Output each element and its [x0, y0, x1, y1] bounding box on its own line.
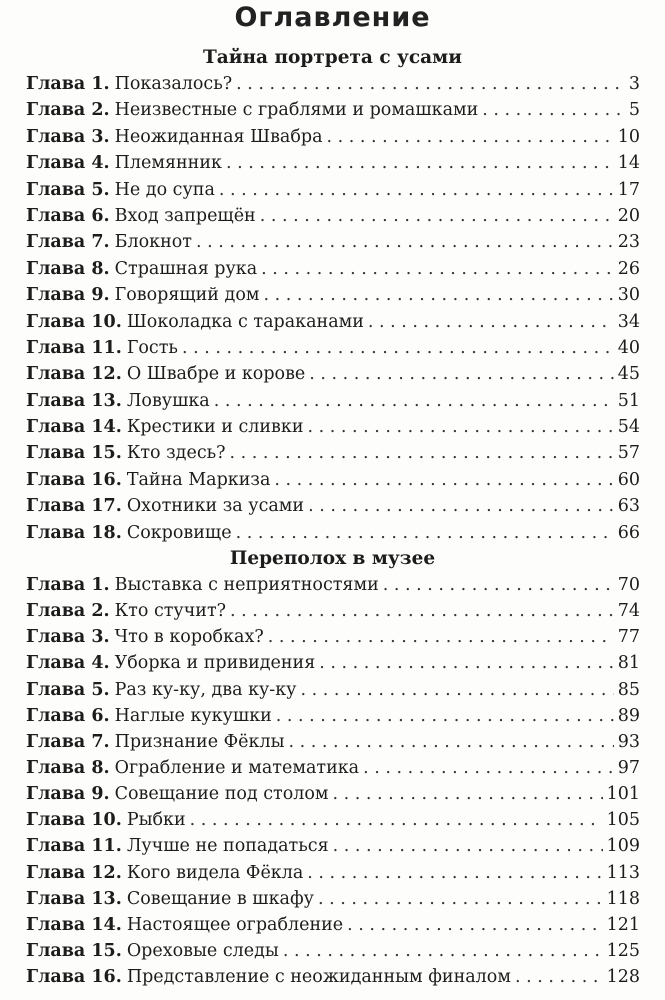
- chapter-label: Глава 2.: [26, 601, 110, 622]
- page-number: 34: [617, 311, 640, 332]
- toc-entry[interactable]: [26, 729, 640, 755]
- dot-leader: [214, 388, 614, 414]
- toc-entry[interactable]: [26, 938, 640, 964]
- chapter-label: Глава 5.: [26, 179, 110, 200]
- chapter-title: Вход запрещён: [114, 205, 256, 226]
- dot-leader: [182, 335, 614, 361]
- dot-leader: [283, 938, 603, 964]
- chapter-title: Говорящий дом: [114, 285, 260, 306]
- chapter-label: Глава 12.: [26, 364, 122, 385]
- page-number: 5: [628, 100, 640, 121]
- toc-section: [0, 546, 665, 990]
- chapter-title: Ограбление и математика: [114, 757, 360, 778]
- chapter-title: Наглые кукушки: [114, 705, 272, 726]
- page-number: 20: [617, 205, 640, 226]
- chapter-title: Кто здесь?: [126, 443, 226, 464]
- chapter-title: Шоколадка с тараканами: [126, 311, 364, 332]
- chapter-label: Глава 17.: [26, 496, 122, 517]
- chapter-label: Глава 15.: [26, 940, 122, 961]
- chapter-title: Не до супа: [114, 179, 215, 200]
- chapter-label: Глава 7.: [26, 731, 110, 752]
- dot-leader: [263, 282, 613, 308]
- dot-leader: [309, 361, 613, 387]
- chapter-label: Глава 11.: [26, 836, 122, 857]
- dot-leader: [482, 97, 625, 123]
- chapter-title: Ловушка: [126, 390, 210, 411]
- chapter-label: Глава 2.: [26, 100, 110, 121]
- page-number: 93: [617, 731, 640, 752]
- toc-entry[interactable]: [26, 177, 640, 203]
- dot-leader: [274, 467, 613, 493]
- chapter-title: Кого видела Фёкла: [126, 862, 304, 883]
- dot-leader: [307, 860, 602, 886]
- dot-leader: [363, 755, 614, 781]
- toc-entry[interactable]: [26, 282, 640, 308]
- toc-section: [0, 45, 665, 546]
- section-heading: Тайна портрета с усами: [203, 47, 462, 68]
- toc-entry[interactable]: [26, 781, 640, 807]
- chapter-title: Страшная рука: [114, 258, 258, 279]
- dot-leader: [219, 177, 614, 203]
- chapter-title: Блокнот: [114, 232, 192, 253]
- page-number: 118: [606, 888, 640, 909]
- page-number: 105: [606, 810, 640, 831]
- page-number: 51: [617, 390, 640, 411]
- dot-leader: [383, 572, 614, 598]
- dot-leader: [318, 886, 603, 912]
- toc-entry[interactable]: [26, 598, 640, 624]
- toc-entry[interactable]: [26, 886, 640, 912]
- dot-leader: [347, 912, 602, 938]
- chapter-title: Сокровище: [126, 522, 232, 543]
- toc-entry[interactable]: [26, 493, 640, 519]
- dot-leader: [226, 150, 614, 176]
- dot-leader: [327, 124, 614, 150]
- toc-entry[interactable]: [26, 755, 640, 781]
- chapter-label: Глава 12.: [26, 862, 122, 883]
- dot-leader: [276, 703, 614, 729]
- chapter-label: Глава 8.: [26, 258, 110, 279]
- page-number: 26: [617, 258, 640, 279]
- chapter-label: Глава 8.: [26, 757, 110, 778]
- dot-leader: [368, 309, 614, 335]
- page-number: 77: [617, 627, 640, 648]
- toc-entry[interactable]: [26, 335, 640, 361]
- chapter-list: [0, 71, 665, 546]
- chapter-label: Глава 4.: [26, 653, 110, 674]
- chapter-label: Глава 7.: [26, 232, 110, 253]
- chapter-title: Совещание под столом: [114, 784, 329, 805]
- chapter-label: Глава 10.: [26, 311, 122, 332]
- chapter-title: Совещание в шкафу: [126, 888, 314, 909]
- chapter-title: Лучше не попадаться: [126, 836, 329, 857]
- dot-leader: [230, 598, 614, 624]
- toc-entry[interactable]: [26, 440, 640, 466]
- chapter-label: Глава 14.: [26, 914, 122, 935]
- chapter-title: Рыбки: [126, 810, 186, 831]
- page-number: 30: [617, 285, 640, 306]
- chapter-title: Тайна Маркиза: [126, 469, 271, 490]
- chapter-title: Показалось?: [114, 74, 233, 94]
- page-number: 70: [617, 575, 640, 595]
- dot-leader: [319, 650, 613, 676]
- toc-entry[interactable]: [26, 256, 640, 282]
- page-number: 128: [606, 967, 640, 988]
- chapter-title: Раз ку-ку, два ку-ку: [114, 679, 297, 700]
- chapter-label: Глава 13.: [26, 390, 122, 411]
- chapter-label: Глава 13.: [26, 888, 122, 909]
- dot-leader: [260, 203, 614, 229]
- chapter-label: Глава 3.: [26, 627, 110, 648]
- chapter-label: Глава 16.: [26, 469, 122, 490]
- dot-leader: [300, 677, 613, 703]
- page-number: 40: [617, 337, 640, 358]
- page-number: 60: [617, 469, 640, 490]
- toc-entry[interactable]: [26, 860, 640, 886]
- chapter-title: Выставка с неприятностями: [114, 575, 379, 595]
- chapter-title: Признание Фёклы: [114, 731, 285, 752]
- chapter-title: Племянник: [114, 153, 222, 174]
- toc-entry[interactable]: [26, 124, 640, 150]
- page-number: 57: [617, 443, 640, 464]
- chapter-title: Кто стучит?: [114, 601, 227, 622]
- page-number: 23: [617, 232, 640, 253]
- chapter-title: Неизвестные с граблями и ромашками: [114, 100, 479, 121]
- chapter-label: Глава 14.: [26, 417, 122, 438]
- page-title: Оглавление: [234, 2, 431, 33]
- toc-entry[interactable]: [26, 467, 640, 493]
- chapter-title: О Швабре и корове: [126, 364, 306, 385]
- toc-entry[interactable]: [26, 520, 640, 546]
- toc-entry[interactable]: [26, 677, 640, 703]
- chapter-list: [0, 572, 665, 990]
- toc-entry[interactable]: [26, 97, 640, 123]
- toc-entry[interactable]: [26, 964, 640, 990]
- toc-entry[interactable]: [26, 703, 640, 729]
- page-number: 10: [617, 126, 640, 147]
- chapter-title: Крестики и сливки: [126, 417, 304, 438]
- chapter-label: Глава 1.: [26, 74, 110, 94]
- dot-leader: [308, 414, 614, 440]
- chapter-label: Глава 5.: [26, 679, 110, 700]
- chapter-label: Глава 4.: [26, 153, 110, 174]
- page-number: 66: [617, 522, 640, 543]
- page-number: 89: [617, 705, 640, 726]
- page-number: 14: [617, 153, 640, 174]
- dot-leader: [289, 729, 614, 755]
- chapter-label: Глава 6.: [26, 205, 110, 226]
- toc-entry[interactable]: [26, 833, 640, 859]
- toc-entry[interactable]: [26, 572, 640, 598]
- page-number: 3: [628, 74, 640, 94]
- chapter-title: Что в коробках?: [114, 627, 264, 648]
- dot-leader: [333, 833, 603, 859]
- page-number: 125: [606, 940, 640, 961]
- dot-leader: [261, 256, 614, 282]
- dot-leader: [236, 520, 614, 546]
- toc-entry[interactable]: [26, 361, 640, 387]
- dot-leader: [196, 229, 614, 255]
- page-number: 113: [606, 862, 640, 883]
- page-number: 81: [617, 653, 640, 674]
- page-number: 97: [617, 757, 640, 778]
- page-number: 101: [606, 784, 640, 805]
- chapter-label: Глава 3.: [26, 126, 110, 147]
- chapter-title: Настоящее ограбление: [126, 914, 344, 935]
- dot-leader: [515, 964, 603, 990]
- page-number: 17: [617, 179, 640, 200]
- dot-leader: [230, 440, 614, 466]
- chapter-label: Глава 16.: [26, 967, 122, 988]
- chapter-label: Глава 11.: [26, 337, 122, 358]
- page-number: 121: [606, 914, 640, 935]
- toc-entry[interactable]: [26, 309, 640, 335]
- chapter-label: Глава 6.: [26, 705, 110, 726]
- dot-leader: [236, 71, 625, 97]
- chapter-title: Гость: [126, 337, 178, 358]
- toc-entry[interactable]: [26, 388, 640, 414]
- chapter-title: Ореховые следы: [126, 940, 279, 961]
- toc-entry[interactable]: [26, 624, 640, 650]
- chapter-label: Глава 1.: [26, 575, 110, 595]
- chapter-label: Глава 9.: [26, 784, 110, 805]
- page-number: 74: [617, 601, 640, 622]
- chapter-title: Охотники за усами: [126, 496, 305, 517]
- toc-entry[interactable]: [26, 71, 640, 97]
- page-number: 85: [617, 679, 640, 700]
- chapter-label: Глава 15.: [26, 443, 122, 464]
- dot-leader: [333, 781, 603, 807]
- toc-entry[interactable]: [26, 650, 640, 676]
- toc-entry[interactable]: [26, 150, 640, 176]
- chapter-title: Представление с неожиданным финалом: [126, 967, 511, 988]
- dot-leader: [190, 807, 603, 833]
- page-number: 54: [617, 417, 640, 438]
- page-number: 45: [617, 364, 640, 385]
- chapter-title: Неожиданная Швабра: [114, 126, 323, 147]
- toc-entry[interactable]: [26, 414, 640, 440]
- chapter-label: Глава 18.: [26, 522, 122, 543]
- dot-leader: [268, 624, 614, 650]
- toc-entry[interactable]: [26, 807, 640, 833]
- page-number: 63: [617, 496, 640, 517]
- chapter-label: Глава 10.: [26, 810, 122, 831]
- chapter-title: Уборка и привидения: [114, 653, 316, 674]
- toc-entry[interactable]: [26, 203, 640, 229]
- chapter-label: Глава 9.: [26, 285, 110, 306]
- toc-entry[interactable]: [26, 229, 640, 255]
- section-heading: Переполох в музее: [229, 548, 436, 569]
- toc-entry[interactable]: [26, 912, 640, 938]
- page-number: 109: [606, 836, 640, 857]
- dot-leader: [308, 493, 614, 519]
